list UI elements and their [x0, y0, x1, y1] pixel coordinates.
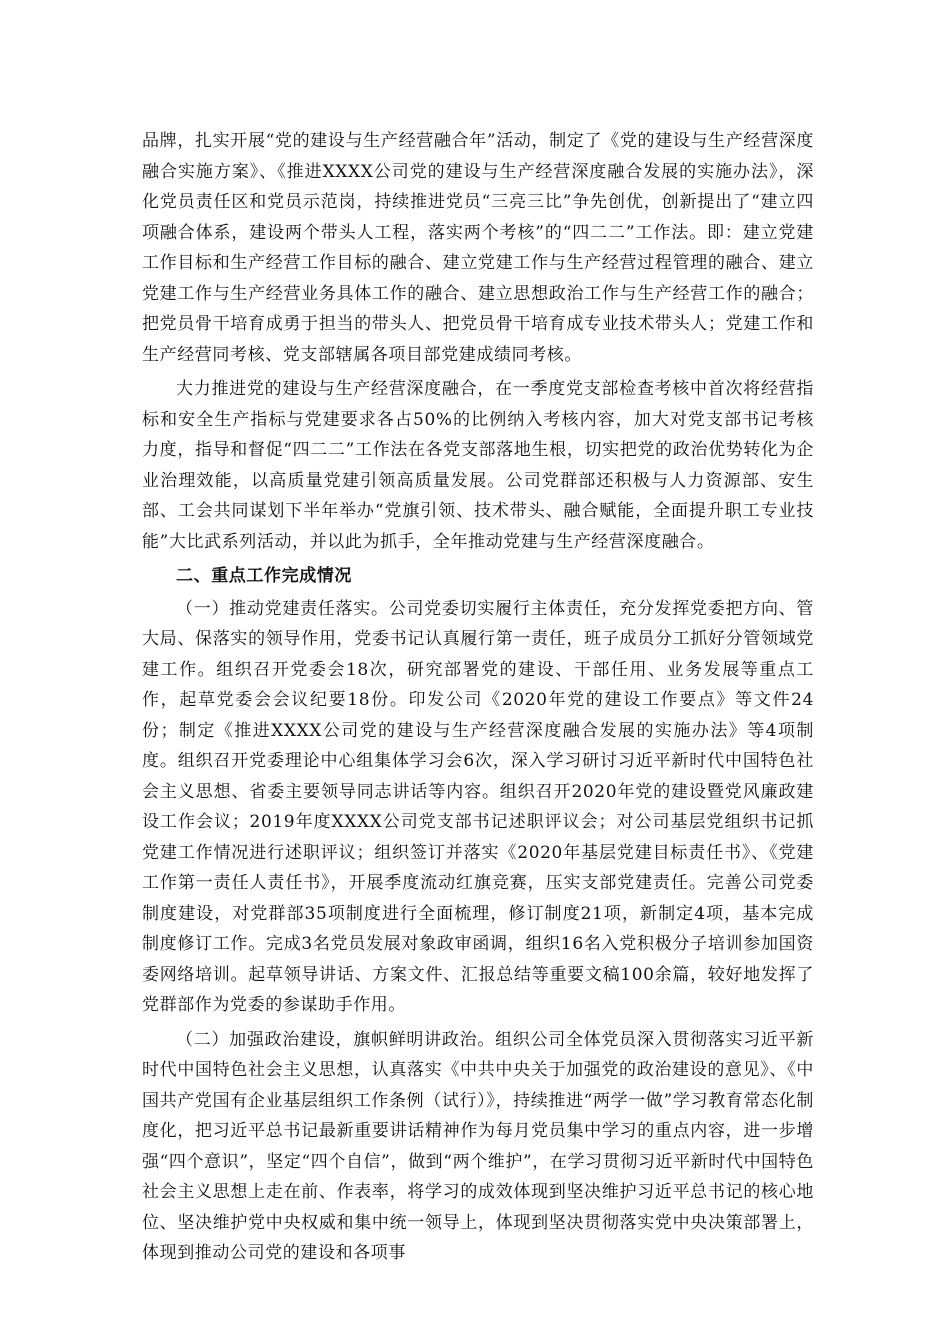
document-page [142, 126, 814, 1273]
subheading-2: （二）加强政治建设，旗帜鲜明讲政治。 [176, 1029, 496, 1050]
subheading-1: （一）推动党建责任落实。 [176, 598, 389, 619]
section-2-body: 组织公司全体党员深入贯彻落实习近平新时代中国特色社会主义思想，认真落实《中共中央关于加强党的政治建设的意见》、《中国共产党国有企业基层组织工作条例（试行）》，持续推进“两学一做”学习教育常态化制度化，把习近平总书记最新重要讲话精神作为每月党员集中学习的重点内容，进一步增强“四个意识”，坚定“四个自信”，做到“两个维护”，在学习贯彻习近平新时代中国特色社会主义思想上走在前、作表率，将学习的成效体现到坚决维护习近平总书记的核心地位、坚决维护党中央权威和集中统一领导上，体现到坚决贯彻落实党中央决策部署上，体现到推动公司党的建设和各项事 [142, 1029, 814, 1263]
paragraph-section-2 [142, 1025, 814, 1269]
paragraph-continued: 品牌，扎实开展“党的建设与生产经营融合年”活动，制定了《党的建设与生产经营深度融合实施方案》、《推进XXXX公司党的建设与生产经营深度融合发展的实施办法》，深化党员责任区和党员示范岗，持续推进党员“三亮三比”争先创优，创新提出了“建立四项融合体系，建设两个带头人工程，落实两个考核”的“四二二”工作法。即：建立党建工作目标和生产经营工作目标的融合、建立党建工作与生产经营过程管理的融合、建立党建工作与生产经营业务具体工作的融合、建立思想政治工作与生产经营工作的融合；把党员骨干培育成勇于担当的带头人、把党员骨干培育成专业技术带头人；党建工作和生产经营同考核、党支部辖属各项目部党建成绩同考核。 [142, 131, 814, 365]
paragraph-integration: 大力推进党的建设与生产经营深度融合，在一季度党支部检查考核中首次将经营指标和安全生产指标与党建要求各占50%的比例纳入考核内容，加大对党支部书记考核力度，指导和督促“四二二”工作法在各党支部落地生根，切实把党的政治优势转化为企业治理效能，以高质量党建引领高质量发展。公司党群部还积极与人力资源部、安生部、工会共同谋划下半年举办“党旗引领、技术带头、融合赋能，全面提升职工专业技能”大比武系列活动，并以此为抓手，全年推动党建与生产经营深度融合。 [142, 379, 814, 552]
paragraph-section-1 [142, 594, 814, 1021]
section-1-body: 公司党委切实履行主体责任，充分发挥党委把方向、管大局、保落实的领导作用，党委书记认真履行第一责任，班子成员分工抓好分管领域党建工作。组织召开党委会18次，研究部署党的建设、干部任用、业务发展等重点工作，起草党委会会议纪要18份。印发公司《2020年党的建设工作要点》等文件24份；制定《推进XXXX公司党的建设与生产经营深度融合发展的实施办法》等4项制度。组织召开党委理论中心组集体学习会6次，深入学习研讨习近平新时代中国特色社会主义思想、省委主要领导同志讲话等内容。组织召开2020年党的建设暨党风廉政建设工作会议；2019年度XXXX公司党支部书记述职评议会；对公司基层党组织书记抓党建工作情况进行述职评议；组织签订并落实《2020年基层党建目标责任书》、《党建工作第一责任人责任书》，开展季度流动红旗竞赛，压实支部党建责任。完善公司党委制度建设，对党群部35项制度进行全面梳理，修订制度21项，新制定4项，基本完成制度修订工作。完成3名党员发展对象政审函调，组织16名入党积极分子培训参加国资委网络培训。起草领导讲话、方案文件、汇报总结等重要文稿100余篇，较好地发挥了党群部作为党委的参谋助手作用。 [142, 598, 815, 1015]
section-heading: 二、重点工作完成情况 [176, 566, 352, 586]
